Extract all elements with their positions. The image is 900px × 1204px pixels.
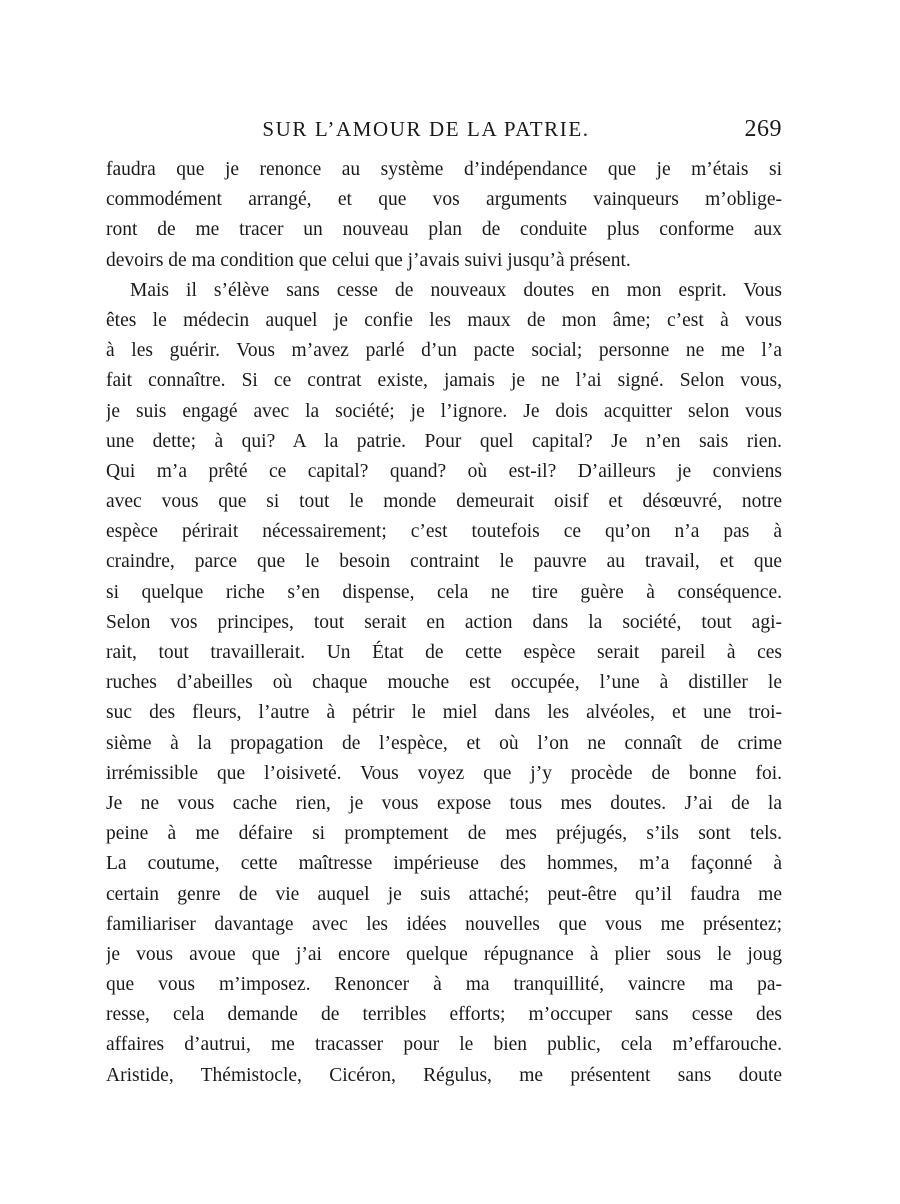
text-line: êtes le médecin auquel je confie les maux de mon âme; c’est à vous — [106, 309, 782, 331]
text-line: sième à la propagation de l’espèce, et où l’on ne connaît de crime — [106, 732, 782, 754]
text-line: fait connaître. Si ce contrat existe, jamais je ne l’ai signé. Selon vous, — [106, 370, 782, 392]
text-line: avec vous que si tout le monde demeurait oisif et désœuvré, notre — [106, 491, 782, 513]
text-line: si quelque riche s’en dispense, cela ne tire guère à conséquence. — [106, 581, 782, 603]
text-line: commodément arrangé, et que vos arguments vainqueurs m’oblige- — [106, 189, 782, 211]
text-line: craindre, parce que le besoin contraint le pauvre au travail, et que — [106, 551, 782, 573]
running-head — [106, 112, 782, 146]
text-line: je suis engagé avec la société; je l’ignore. Je dois acquitter selon vous — [106, 400, 782, 422]
text-line: Selon vos principes, tout serait en action dans la société, tout agi- — [106, 611, 782, 633]
text-line: faudra que je renonce au système d’indépendance que je m’étais si — [106, 159, 782, 180]
text-line: Aristide, Thémistocle, Cicéron, Régulus, me présentent sans doute — [106, 1064, 782, 1086]
text-line: rait, tout travaillerait. Un État de cette espèce serait pareil à ces — [106, 642, 782, 663]
text-line: je vous avoue que j’ai encore quelque répugnance à plier sous le joug — [106, 943, 782, 965]
text-line: à les guérir. Vous m’avez parlé d’un pacte social; personne ne me l’a — [106, 340, 782, 362]
page-number: 269 — [744, 116, 782, 142]
text-line: peine à me défaire si promptement de mes préjugés, s’ils sont tels. — [106, 823, 782, 845]
text-line: que vous m’imposez. Renoncer à ma tranquillité, vaincre ma pa- — [106, 974, 782, 996]
text-line: irrémissible que l’oisiveté. Vous voyez que j’y procède de bonne foi. — [106, 762, 782, 784]
text-line: certain genre de vie auquel je suis attaché; peut-être qu’il faudra me — [106, 883, 782, 905]
text-line: ront de me tracer un nouveau plan de conduite plus conforme aux — [106, 219, 782, 241]
text-line: La coutume, cette maîtresse impérieuse des hommes, m’a façonné à — [106, 853, 782, 875]
text-line: familiariser davantage avec les idées nouvelles que vous me présentez; — [106, 913, 782, 935]
text-line: une dette; à qui? A la patrie. Pour quel capital? Je n’en sais rien. — [106, 430, 782, 452]
text-line: devoirs de ma condition que celui que j’avais suivi jusqu’à présent. — [106, 249, 631, 271]
text-line: affaires d’autrui, me tracasser pour le bien public, cela m’effarouche. — [106, 1034, 782, 1056]
running-title: SUR L’AMOUR DE LA PATRIE. — [262, 117, 590, 141]
text-line: espèce périrait nécessairement; c’est toutefois ce qu’on n’a pas à — [106, 521, 782, 543]
text-line: Je ne vous cache rien, je vous expose tous mes doutes. J’ai de la — [106, 792, 782, 814]
text-line: resse, cela demande de terribles efforts; m’occuper sans cesse des — [106, 1004, 782, 1026]
body-text — [106, 155, 782, 1091]
text-line: Qui m’a prêté ce capital? quand? où est-il? D’ailleurs je conviens — [106, 460, 782, 482]
text-line: suc des fleurs, l’autre à pétrir le miel dans les alvéoles, et une troi- — [106, 702, 782, 724]
text-line: ruches d’abeilles où chaque mouche est occupée, l’une à distiller le — [106, 672, 782, 694]
text-line: Mais il s’élève sans cesse de nouveaux doutes en mon esprit. Vous — [130, 279, 782, 301]
